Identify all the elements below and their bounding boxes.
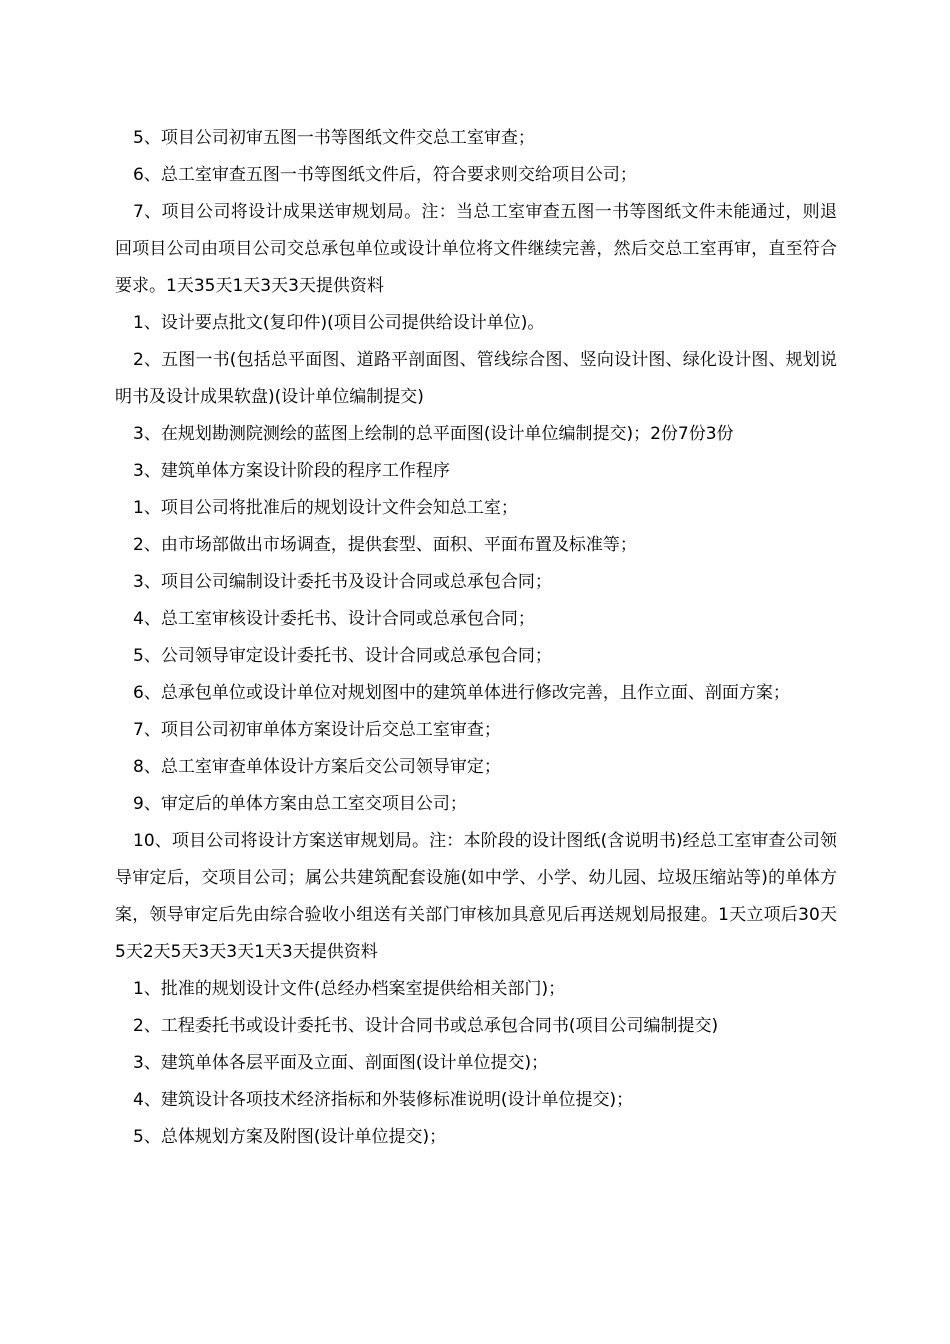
paragraph: 8、总工室审查单体设计方案后交公司领导审定； (133, 757, 501, 777)
paragraph: 7、项目公司将设计成果送审规划局。注：当总工室审查五图一书等图纸文件未能通过，则退回项目公司由项目公司交总承包单位或设计单位将文件继续完善，然后交总工室再审，直至符合要求。1天35天1天3天3天提供资料 (115, 202, 837, 296)
paragraph: 6、总工室审查五图一书等图纸文件后，符合要求则交给项目公司； (133, 165, 637, 185)
paragraph: 6、总承包单位或设计单位对规划图中的建筑单体进行修改完善，且作立面、剖面方案； (133, 683, 790, 703)
paragraph: 1、批准的规划设计文件(总经办档案室提供给相关部门)； (133, 979, 566, 999)
paragraph: 9、审定后的单体方案由总工室交项目公司； (133, 794, 467, 814)
paragraph: 2、五图一书(包括总平面图、道路平剖面图、管线综合图、竖向设计图、绿化设计图、规划说明书及设计成果软盘)(设计单位编制提交) (115, 350, 837, 407)
paragraph: 2、工程委托书或设计委托书、设计合同书或总承包合同书(项目公司编制提交) (133, 1016, 719, 1036)
paragraph: 4、建筑设计各项技术经济指标和外装修标准说明(设计单位提交)； (133, 1090, 634, 1110)
paragraph: 10、项目公司将设计方案送审规划局。注：本阶段的设计图纸(含说明书)经总工室审查公司领导审定后，交项目公司；属公共建筑配套设施(如中学、小学、幼儿园、垃圾压缩站等)的单体方案，领导审定后先由综合验收小组送有关部门审核加具意见后再送规划局报建。1天立项后30天5天2天5天3天3天1天3天提供资料 (115, 831, 837, 962)
paragraph: 1、项目公司将批准后的规划设计文件会知总工室； (133, 498, 518, 518)
paragraph: 3、建筑单体各层平面及立面、剖面图(设计单位提交)； (133, 1053, 549, 1073)
paragraph: 5、公司领导审定设计委托书、设计合同或总承包合同； (133, 646, 552, 666)
paragraph: 5、项目公司初审五图一书等图纸文件交总工室审查； (133, 128, 535, 148)
paragraph: 4、总工室审核设计委托书、设计合同或总承包合同； (133, 609, 535, 629)
section-heading: 3、建筑单体方案设计阶段的程序工作程序 (133, 461, 450, 481)
paragraph: 7、项目公司初审单体方案设计后交总工室审查； (133, 720, 501, 740)
paragraph: 3、项目公司编制设计委托书及设计合同或总承包合同； (133, 572, 552, 592)
document-body (115, 120, 837, 1156)
paragraph: 5、总体规划方案及附图(设计单位提交)； (133, 1127, 447, 1147)
paragraph: 1、设计要点批文(复印件)(项目公司提供给设计单位)。 (133, 313, 545, 333)
paragraph: 3、在规划勘测院测绘的蓝图上绘制的总平面图(设计单位编制提交)；2份7份3份 (133, 424, 734, 444)
paragraph: 2、由市场部做出市场调查，提供套型、面积、平面布置及标准等； (133, 535, 637, 555)
